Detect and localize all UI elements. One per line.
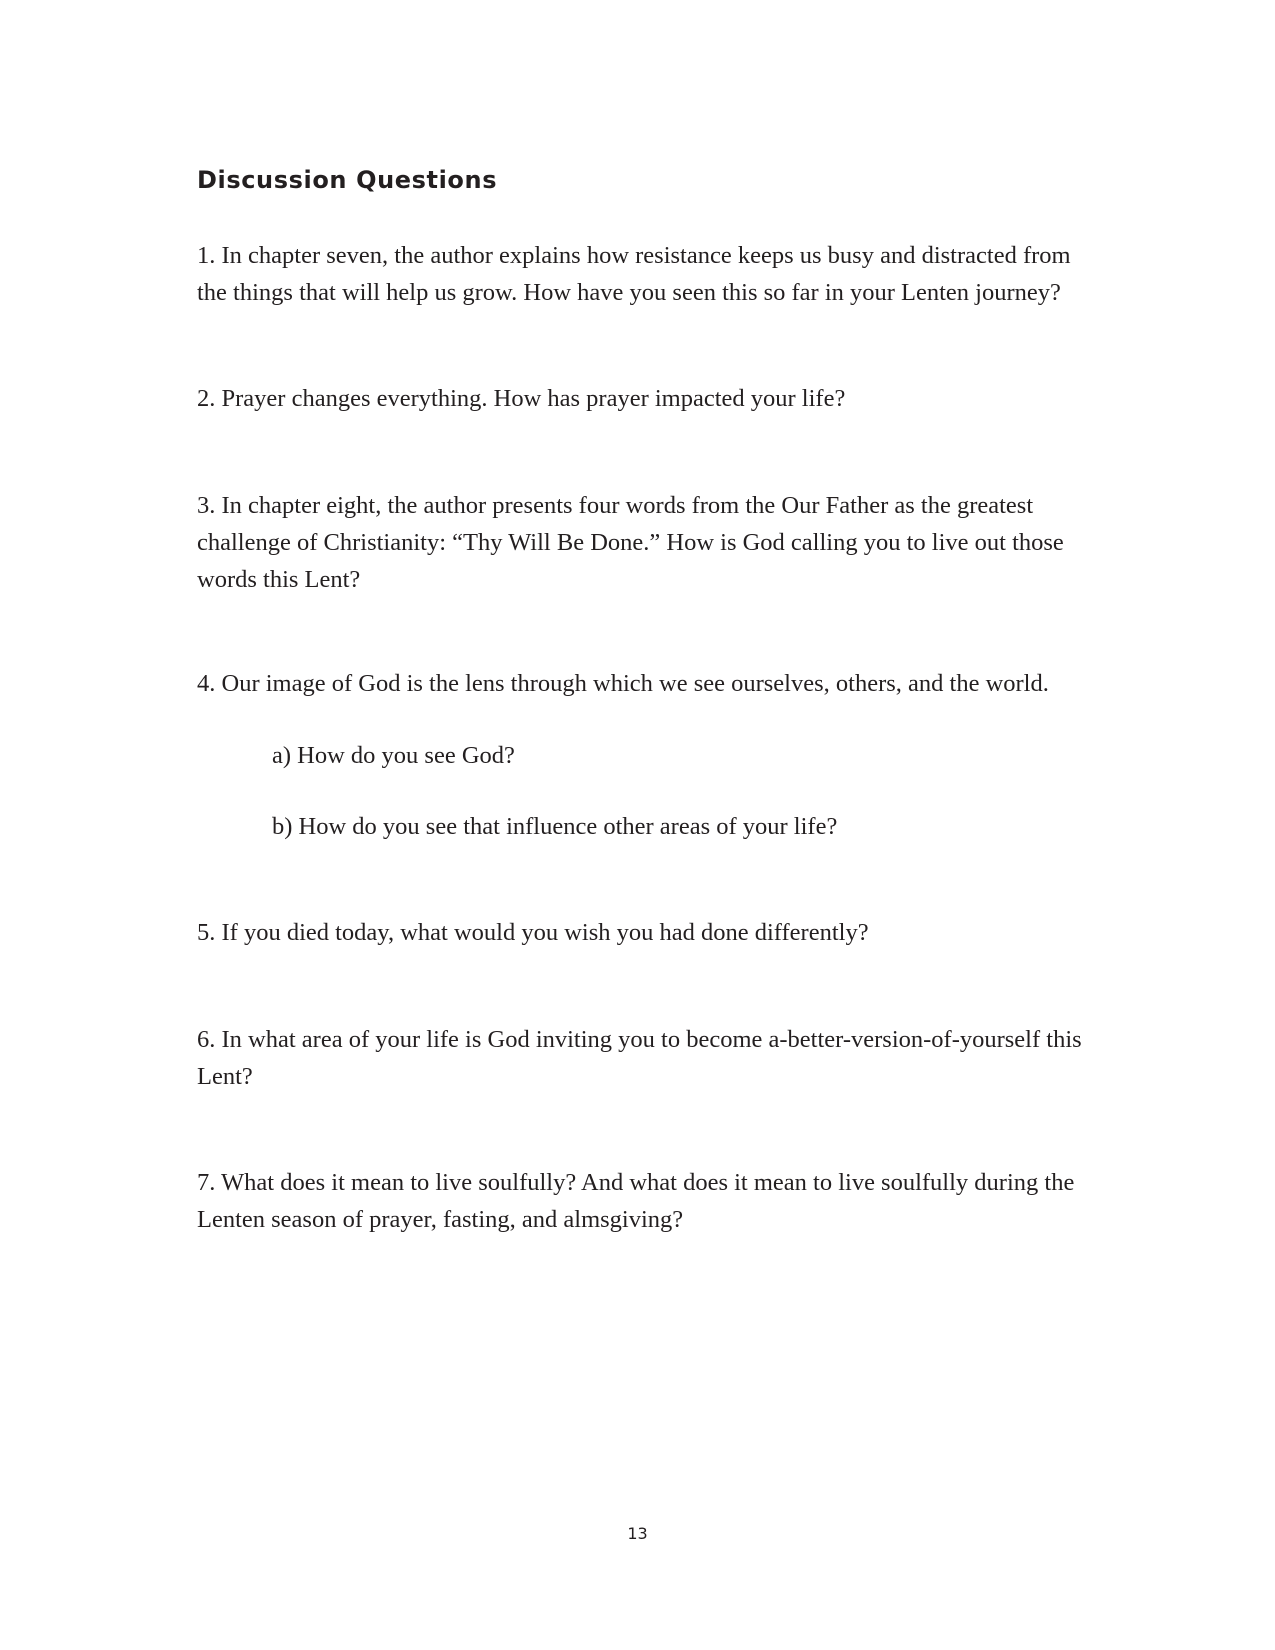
question-1 [197, 237, 1077, 311]
question-7-line-1: 7. What does it mean to live soulfully? And what does it mean to live soulfully during the [197, 1169, 1075, 1196]
question-5 [197, 914, 1077, 951]
question-7 [197, 1164, 1077, 1238]
question-3-line-1: 3. In chapter eight, the author presents four words from the Our Father as the greatest [197, 492, 1034, 519]
question-2 [197, 380, 1077, 417]
question-6-line-2: Lent? [197, 1063, 253, 1090]
question-2-line-1: 2. Prayer changes everything. How has prayer impacted your life? [197, 385, 846, 412]
question-4-line-1: 4. Our image of God is the lens through which we see ourselves, others, and the world. [197, 670, 1049, 697]
question-1-line-2: the things that will help us grow. How have you seen this so far in your Lenten journey? [197, 279, 1061, 306]
question-3-line-2: challenge of Christianity: “Thy Will Be Done.” How is God calling you to live out those [197, 529, 1064, 556]
question-4-sub-a: a) How do you see God? [272, 742, 515, 769]
question-1-line-1: 1. In chapter seven, the author explains how resistance keeps us busy and distracted from [197, 242, 1071, 269]
page-number: 13 [627, 1524, 648, 1543]
page-heading: Discussion Questions [197, 166, 498, 194]
question-4-sub-b: b) How do you see that influence other areas of your life? [272, 813, 838, 840]
question-6-line-1: 6. In what area of your life is God inviting you to become a-better-version-of-yourself this [197, 1026, 1082, 1053]
question-3 [197, 487, 1077, 598]
question-3-line-3: words this Lent? [197, 566, 361, 593]
question-5-line-1: 5. If you died today, what would you wish you had done differently? [197, 919, 869, 946]
question-7-line-2: Lenten season of prayer, fasting, and almsgiving? [197, 1206, 684, 1233]
question-4 [197, 665, 1077, 702]
question-6 [197, 1021, 1082, 1095]
